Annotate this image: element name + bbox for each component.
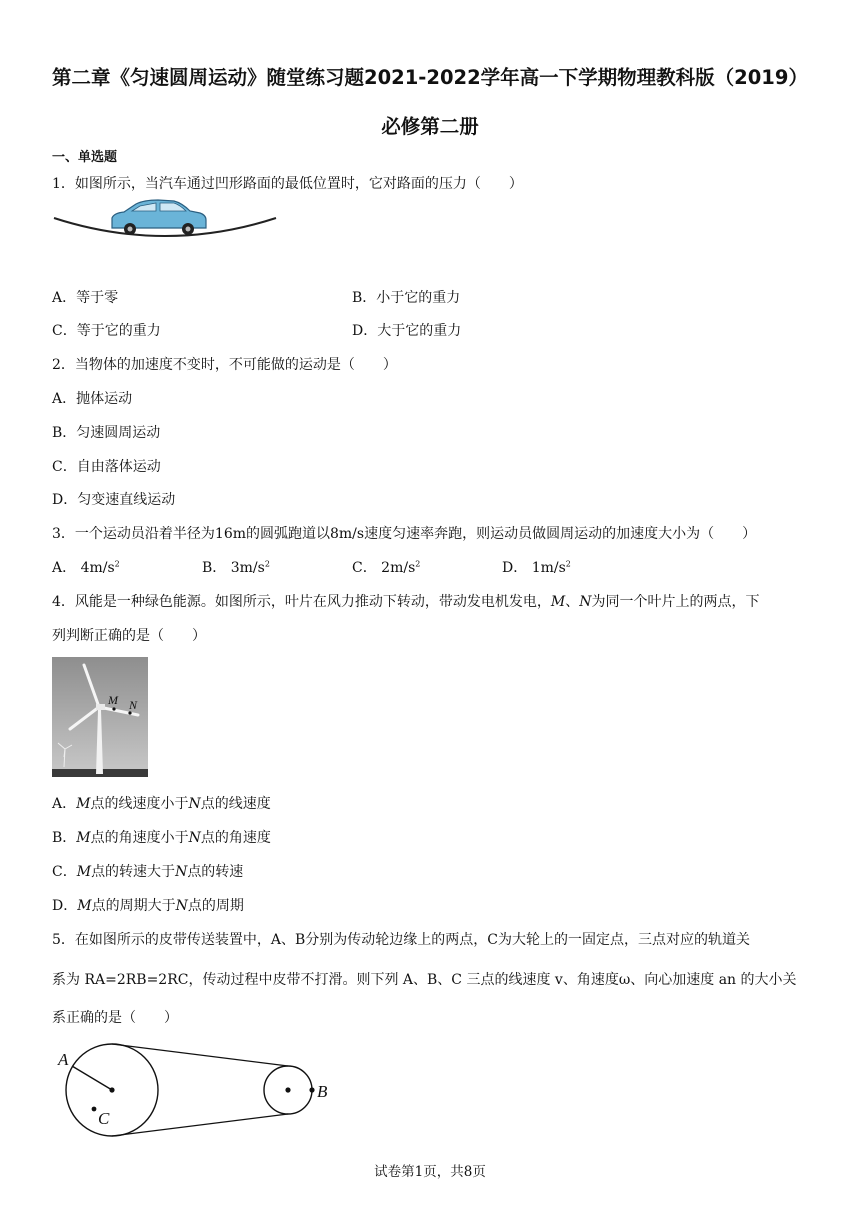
car-icon: [112, 200, 206, 235]
option-letter: C．: [352, 560, 377, 576]
option-value: 2m/s: [381, 560, 416, 576]
question-5-stem-line-2: 系为 RA=2RB=2RC，传动过程中皮带不打滑。则下列 A、B、C 三点的线速度 v、角速度ω、向心加速度 an 的大小关: [52, 972, 797, 988]
belt-pulley-figure: [52, 1040, 342, 1140]
figure-label-n: N: [129, 698, 138, 712]
car-on-concave-road-figure: [52, 198, 278, 240]
figure-label-b: B: [317, 1082, 328, 1101]
document-title-line-2: 必修第二册: [381, 115, 479, 138]
q2-option-a: A．抛体运动: [52, 391, 133, 407]
q4-option-c: C．M点的转速大于N点的转速: [52, 864, 244, 880]
q4-option-a: A．M点的线速度小于N点的线速度: [52, 796, 271, 812]
section-heading: 一、单选题: [52, 150, 118, 165]
q1-option-c: C．等于它的重力: [52, 323, 161, 339]
figure-label-c: C: [98, 1109, 110, 1128]
option-letter: A．: [52, 560, 77, 576]
question-2-stem: 2．当物体的加速度不变时，不可能做的运动是（ ）: [52, 357, 397, 373]
question-4-stem-line-1: 4．风能是一种绿色能源。如图所示，叶片在风力推动下转动，带动发电机发电，M、N为同一个叶片上的两点，下: [52, 594, 760, 610]
q3-option-a: A． $4m/s^2$: [52, 559, 120, 576]
q3-option-d: D． $1m/s^2$: [502, 559, 571, 576]
q2-option-d: D．匀变速直线运动: [52, 492, 176, 508]
q2-option-c: C．自由落体运动: [52, 459, 161, 475]
q1-option-a: A．等于零: [52, 290, 119, 306]
q4-option-b: B．M点的角速度小于N点的角速度: [52, 830, 271, 846]
q2-option-b: B．匀速圆周运动: [52, 425, 161, 441]
question-5-stem-line-1: 5．在如图所示的皮带传送装置中，A、B分别为传动轮边缘上的两点，C为大轮上的一固定点，三点对应的轨道关: [52, 932, 751, 948]
figure-label-a: A: [58, 1050, 69, 1069]
wind-turbine-photo: [52, 657, 148, 777]
figure-label-m: M: [108, 693, 118, 707]
q3-option-c: C． $2m/s^2$: [352, 559, 421, 576]
option-value: 4m/s: [80, 560, 115, 576]
question-3-stem: 3．一个运动员沿着半径为16m的圆弧跑道以8m/s速度匀速率奔跑，则运动员做圆周运动的加速度大小为（ ）: [52, 526, 757, 542]
question-4-stem-line-2: 列判断正确的是（ ）: [52, 628, 206, 644]
option-letter: B．: [202, 560, 227, 576]
question-1-stem: 1．如图所示，当汽车通过凹形路面的最低位置时，它对路面的压力（ ）: [52, 176, 523, 192]
option-value: 3m/s: [230, 560, 265, 576]
option-value: 1m/s: [531, 560, 566, 576]
question-5-stem-line-3: 系正确的是（ ）: [52, 1010, 178, 1026]
option-letter: D．: [502, 560, 528, 576]
document-title-line-1: 第二章《匀速圆周运动》随堂练习题2021-2022学年高一下学期物理教科版（2019）: [52, 66, 808, 89]
q3-option-b: B． $3m/s^2$: [202, 559, 270, 576]
q4-option-d: D．M点的周期大于N点的周期: [52, 898, 244, 914]
q1-option-d: D．大于它的重力: [352, 323, 462, 339]
q1-option-b: B．小于它的重力: [352, 290, 461, 306]
page-footer: 试卷第1页，共8页: [374, 1164, 486, 1180]
